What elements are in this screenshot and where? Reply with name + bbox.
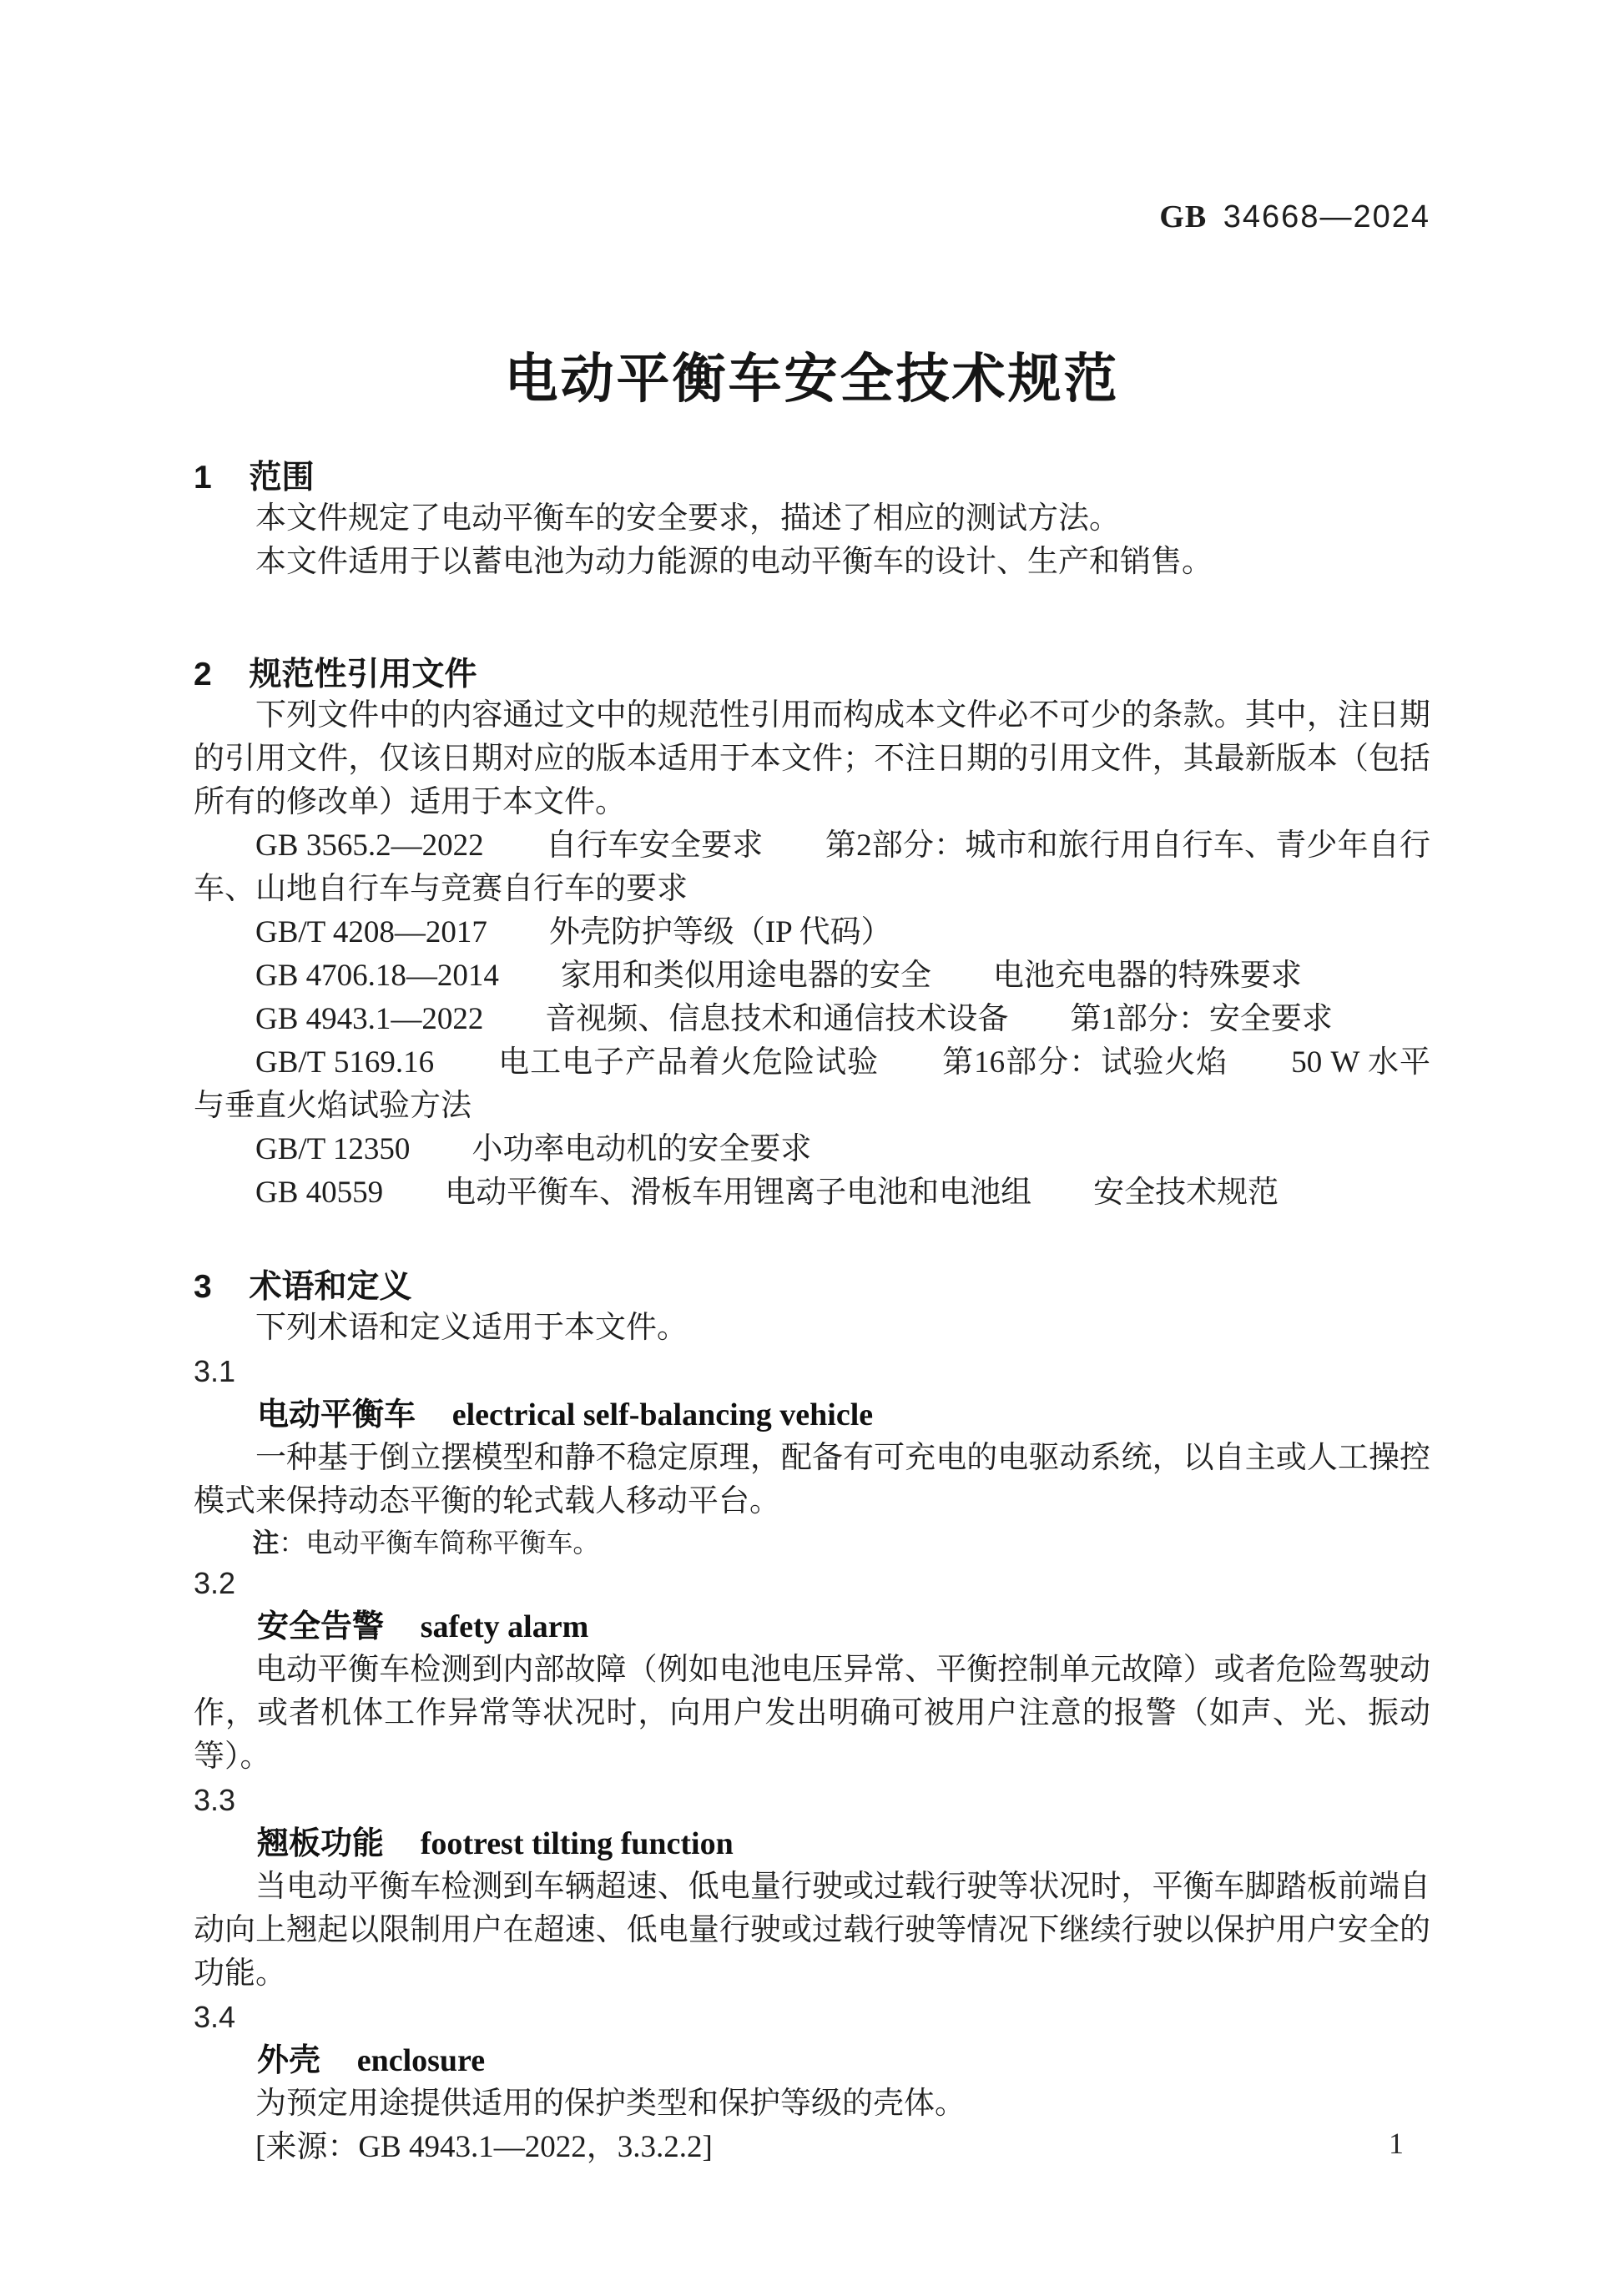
section-title: 规范性引用文件 bbox=[249, 657, 477, 692]
term-number: 3.4 bbox=[194, 2000, 236, 2034]
term-number: 3.3 bbox=[194, 1783, 236, 1817]
reference-item: GB/T 5169.16 电工电子产品着火危险试验 第16部分：试验火焰 50 W 水平与垂直火焰试验方法 bbox=[194, 1045, 1430, 1123]
section-title: 范围 bbox=[249, 460, 315, 496]
term-definition: 电动平衡车检测到内部故障（例如电池电压异常、平衡控制单元故障）或者危险驾驶动作，或者机体工作异常等状况时，向用户发出明确可被用户注意的报警（如声、光、振动等）。 bbox=[194, 1653, 1430, 1774]
term-zh: 外壳 bbox=[257, 2043, 321, 2078]
reference-item: GB 3565.2—2022 自行车安全要求 第2部分：城市和旅行用自行车、青少年自行车、山地自行车与竞赛自行车的要求 bbox=[194, 828, 1430, 906]
standard-code bbox=[194, 0, 1430, 235]
term-number: 3.2 bbox=[194, 1566, 236, 1600]
reference-item: GB 40559 电动平衡车、滑板车用锂离子电池和电池组 安全技术规范 bbox=[255, 1176, 1279, 1210]
paragraph: 本文件适用于以蓄电池为动力能源的电动平衡车的设计、生产和销售。 bbox=[255, 545, 1213, 579]
term-heading bbox=[194, 1393, 1430, 1437]
section-title: 术语和定义 bbox=[249, 1269, 412, 1305]
term-heading bbox=[194, 1605, 1430, 1649]
section-1-heading bbox=[194, 459, 1430, 497]
section-number: 1 bbox=[194, 460, 212, 496]
term-zh: 翘板功能 bbox=[257, 1826, 385, 1861]
paragraph: 本文件规定了电动平衡车的安全要求，描述了相应的测试方法。 bbox=[255, 501, 1120, 536]
term-note bbox=[194, 1523, 1430, 1562]
term-zh: 安全告警 bbox=[257, 1609, 385, 1644]
term-definition: 一种基于倒立摆模型和静不稳定原理，配备有可充电的电驱动系统，以自主或人工操控模式来保持动态平衡的轮式载人移动平台。 bbox=[194, 1441, 1430, 1518]
note-text: ：电动平衡车简称平衡车。 bbox=[279, 1528, 600, 1558]
document-title: 电动平衡车安全技术规范 bbox=[504, 349, 1120, 409]
term-zh: 电动平衡车 bbox=[257, 1397, 416, 1432]
reference-item: GB/T 4208—2017 外壳防护等级（IP 代码） bbox=[255, 915, 892, 949]
section-number: 3 bbox=[194, 1269, 212, 1305]
source-reference: [来源：GB 4943.1—2022，3.3.2.2] bbox=[255, 2130, 713, 2164]
reference-list bbox=[194, 824, 1430, 1215]
term-en: enclosure bbox=[356, 2043, 486, 2078]
section-number: 2 bbox=[194, 657, 212, 692]
section-3-heading bbox=[194, 1268, 1430, 1307]
standard-code-prefix: GB bbox=[1159, 199, 1208, 234]
paragraph: 下列文件中的内容通过文中的规范性引用而构成本文件必不可少的条款。其中，注日期的引用文件，仅该日期对应的版本适用于本文件；不注日期的引用文件，其最新版本（包括所有的修改单）适用于本文件。 bbox=[194, 698, 1430, 819]
term-heading bbox=[194, 2039, 1430, 2082]
reference-item: GB 4943.1—2022 音视频、信息技术和通信技术设备 第1部分：安全要求 bbox=[255, 1002, 1333, 1036]
term-en: footrest tilting function bbox=[420, 1826, 734, 1861]
term-en: safety alarm bbox=[420, 1609, 589, 1644]
term-heading bbox=[194, 1822, 1430, 1866]
term-definition: 为预定用途提供适用的保护类型和保护等级的壳体。 bbox=[255, 2087, 966, 2121]
term-en: electrical self-balancing vehicle bbox=[451, 1397, 874, 1432]
paragraph: 下列术语和定义适用于本文件。 bbox=[255, 1311, 688, 1345]
term-definition: 当电动平衡车检测到车辆超速、低电量行驶或过载行驶等状况时，平衡车脚踏板前端自动向上翘起以限制用户在超速、低电量行驶或过载行驶等情况下继续行驶以保护用户安全的功能。 bbox=[194, 1870, 1430, 1991]
reference-item: GB/T 12350 小功率电动机的安全要求 bbox=[255, 1132, 812, 1166]
reference-item: GB 4706.18—2014 家用和类似用途电器的安全 电池充电器的特殊要求 bbox=[255, 959, 1302, 993]
standard-code-number: 34668—2024 bbox=[1223, 199, 1430, 234]
page-number: 1 bbox=[1389, 2127, 1404, 2160]
note-label: 注 bbox=[252, 1528, 280, 1558]
term-number: 3.1 bbox=[194, 1354, 236, 1388]
section-2-heading bbox=[194, 656, 1430, 694]
